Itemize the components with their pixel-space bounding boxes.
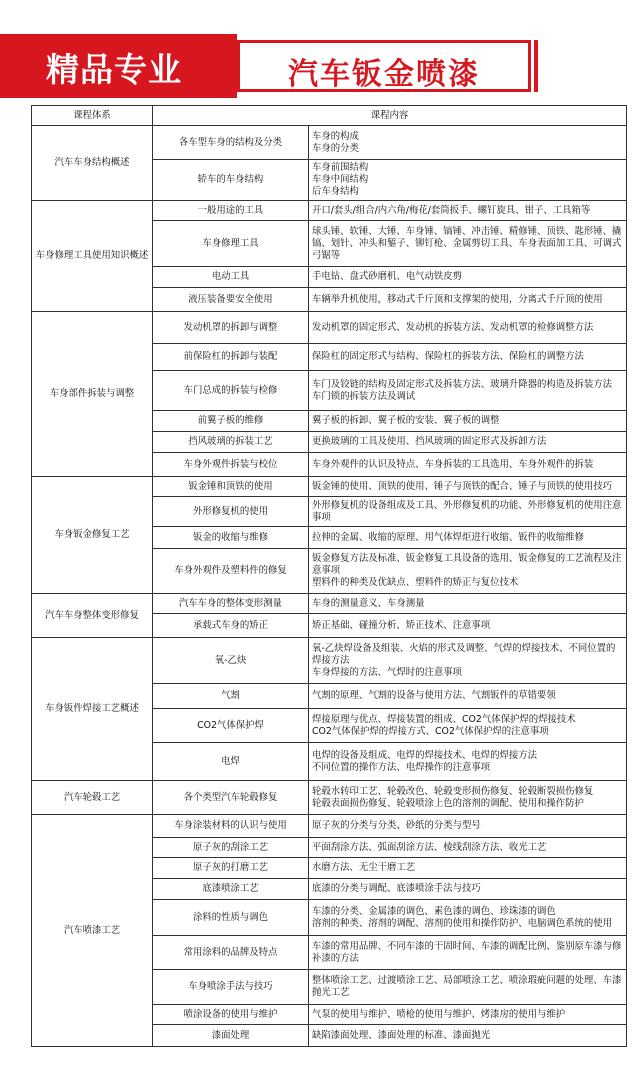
banner-right-block — [237, 40, 531, 92]
content-line: 车身的分类 — [312, 142, 359, 154]
course-content-cell — [309, 497, 627, 527]
course-topic-cell: CO2气体保护焊 — [153, 709, 309, 743]
course-content-cell — [309, 312, 627, 344]
course-system-cell: 车身钣金修复工艺 — [32, 477, 153, 594]
course-topic-cell: 发动机罩的拆卸与调整 — [153, 312, 309, 344]
course-content-cell — [309, 1005, 627, 1025]
table-row — [32, 781, 627, 815]
title-banner — [0, 34, 640, 98]
content-line: 氧-乙炔焊设备及组装、火焰的形式及调整、气焊的焊接技术、不同位置的焊接方法 — [312, 642, 616, 666]
course-topic-cell: 气割 — [153, 684, 309, 709]
course-content-cell — [309, 344, 627, 371]
course-content-cell — [309, 858, 627, 879]
course-topic-cell: 电动工具 — [153, 267, 309, 288]
course-topic-cell: 原子灰的打磨工艺 — [153, 858, 309, 879]
content-line: 保险杠的固定形式与结构、保险杠的拆装方法、保险杠的调整方法 — [312, 351, 584, 362]
course-content-cell — [309, 453, 627, 477]
content-line: 外形修复机的设备组成及工具、外形修复机的功能、外形修复机的使用注意事项 — [312, 499, 622, 523]
content-line: 钣金修复方法及标准、钣金修复工具设备的选用、钣金修复的工艺流程及注意事项 — [312, 553, 622, 576]
content-line: 手电钻、盘式砂磨机、电气动铁皮剪 — [312, 271, 463, 282]
content-line: 球头锤、软锤、大锤、车身锤、镐锤、冲击锤、精修锤、顶铁、匙形锤、撬镐、划针、冲头和錾子、铆钉枪、金属剪切工具、车身表面加工具、可调式弓锯等 — [312, 225, 622, 261]
header-course-content: 课程内容 — [153, 106, 627, 126]
course-topic-cell: 钣金锤和顶铁的使用 — [153, 477, 309, 497]
course-content-cell — [309, 594, 627, 614]
course-content-cell — [309, 371, 627, 411]
course-topic-cell: 车身喷涂手法与技巧 — [153, 970, 309, 1005]
course-table — [31, 105, 627, 1047]
table-row — [32, 594, 627, 614]
content-line: 气泵的使用与维护、喷枪的使用与维护、烤漆房的使用与维护 — [312, 1008, 566, 1020]
course-topic-cell: 汽车车身的整体变形测量 — [153, 594, 309, 614]
course-content-cell — [309, 288, 627, 312]
header-course-system: 课程体系 — [32, 106, 153, 126]
content-line: 车身的测量意义、车身测量 — [312, 597, 425, 609]
course-topic-cell: 电焊 — [153, 743, 309, 781]
course-content-cell — [309, 970, 627, 1005]
banner-right-title: 汽车钣金喷漆 — [288, 57, 480, 92]
content-line: 不同位置的操作方法、电焊操作的注意事项 — [312, 761, 491, 773]
course-topic-cell: 外形修复机的使用 — [153, 497, 309, 527]
content-line: 车身焊接的方法、气焊时的注意事项 — [312, 666, 463, 678]
course-topic-cell: 各车型车身的结构及分类 — [153, 126, 309, 160]
banner-accent-bar — [534, 40, 538, 92]
content-line: 钣金锤的使用、顶铁的使用、锤子与顶铁的配合、锤子与顶铁的使用技巧 — [312, 480, 613, 492]
content-line: 电焊的设备及组成、电焊的焊接技术、电焊的焊接方法 — [312, 749, 538, 761]
course-topic-cell: 轿车的车身结构 — [153, 160, 309, 201]
content-line: 矫正基础、碰撞分析、矫正技术、注意事项 — [312, 619, 491, 631]
content-line: 车门锁的拆装方法及调试 — [312, 390, 416, 402]
course-content-cell — [309, 1025, 627, 1047]
content-line: 车身前围结构 — [312, 162, 369, 173]
content-line: 焊接原理与优点、焊接装置的组成、CO2气体保护焊的焊接技术 — [312, 713, 576, 725]
course-topic-cell: 车身涂装材料的认识与使用 — [153, 815, 309, 838]
course-content-cell — [309, 221, 627, 267]
course-content-cell — [309, 838, 627, 858]
banner-left-block — [0, 34, 237, 98]
course-topic-cell: 原子灰的刮涂工艺 — [153, 838, 309, 858]
course-topic-cell: 常用涂料的品牌及特点 — [153, 936, 309, 970]
content-line: 车身中间结构 — [312, 174, 369, 185]
content-line: 车漆的分类、金属漆的调色、素色漆的调色、珍珠漆的调色 — [312, 905, 556, 917]
course-topic-cell: 车身外观件及塑料件的修复 — [153, 549, 309, 594]
course-topic-cell: 液压装备要安全使用 — [153, 288, 309, 312]
course-system-cell: 汽车车身结构概述 — [32, 126, 153, 201]
content-line: 车门及铰链的结构及固定形式及拆装方法、玻璃升降器的构造及拆装方法 — [312, 378, 613, 390]
course-system-cell: 汽车车身整体变形修复 — [32, 594, 153, 638]
content-line: 翼子板的拆卸、翼子板的安装、翼子板的调整 — [312, 415, 500, 426]
content-line: CO2气体保护焊的焊接方式、CO2气体保护焊的注意事项 — [312, 725, 549, 737]
content-line: 开口/套头/组合/内六角/梅花/套筒扳手、螺钉旋具、钳子、工具箱等 — [312, 204, 591, 216]
course-content-cell — [309, 201, 627, 221]
table-row — [32, 638, 627, 684]
course-content-cell — [309, 879, 627, 900]
content-line: 整体喷涂工艺、过渡喷涂工艺、局部喷涂工艺、喷涂瑕疵问题的处理、车漆抛光工艺 — [312, 975, 622, 998]
table-row — [32, 312, 627, 344]
course-content-cell — [309, 549, 627, 594]
course-content-cell — [309, 477, 627, 497]
content-line: 车辆举升机使用，移动式千斤顶和支撑架的使用，分离式千斤顶的使用 — [312, 293, 603, 305]
content-line: 发动机罩的固定形式、发动机的拆装方法、发动机罩的检修调整方法 — [312, 321, 594, 333]
course-content-cell — [309, 614, 627, 638]
table-row — [32, 201, 627, 221]
course-content-cell — [309, 684, 627, 709]
content-line: 后车身结构 — [312, 186, 359, 197]
content-line: 塑料件的种类及优缺点、塑料件的矫正与复位技术 — [312, 577, 519, 588]
content-line: 车漆的常用品牌、不同车漆的干固时间、车漆的调配比例、鉴别原车漆与修补漆的方法 — [312, 940, 622, 964]
course-topic-cell: 喷涂设备的使用与维护 — [153, 1005, 309, 1025]
course-topic-cell: 前保险杠的拆卸与装配 — [153, 344, 309, 371]
content-line: 轮毂水转印工艺、轮毂改色、轮毂变形损伤修复、轮毂断裂损伤修复 — [312, 785, 594, 797]
course-topic-cell: 承载式车身的矫正 — [153, 614, 309, 638]
course-content-cell — [309, 267, 627, 288]
course-content-cell — [309, 160, 627, 201]
content-line: 拉伸的金属、收缩的原理、用气体焊炬进行收缩、钣件的收缩维修 — [312, 531, 584, 543]
content-line: 平面刮涂方法、弧面刮涂方法、棱线刮涂方法、收光工艺 — [312, 841, 547, 853]
course-system-cell: 车身修理工具使用知识概述 — [32, 201, 153, 312]
content-line: 原子灰的分类与分类、砂纸的分类与型号 — [312, 820, 481, 831]
course-topic-cell: 底漆喷涂工艺 — [153, 879, 309, 900]
course-topic-cell: 车身修理工具 — [153, 221, 309, 267]
course-topic-cell: 车身外观件拆装与校位 — [153, 453, 309, 477]
course-content-cell — [309, 781, 627, 815]
course-content-cell — [309, 411, 627, 432]
course-system-cell: 汽车喷漆工艺 — [32, 815, 153, 1047]
course-content-cell — [309, 900, 627, 936]
content-line: 轮毂表面损伤修复、轮毂喷涂上色的溶剂的调配、使用和操作防护 — [312, 797, 584, 809]
course-topic-cell: 一般用途的工具 — [153, 201, 309, 221]
content-line: 更换玻璃的工具及使用、挡风玻璃的固定形式及拆卸方法 — [312, 436, 547, 447]
course-content-cell — [309, 743, 627, 781]
course-topic-cell: 前翼子板的维修 — [153, 411, 309, 432]
course-content-cell — [309, 527, 627, 549]
course-content-cell — [309, 709, 627, 743]
table-row — [32, 126, 627, 160]
table-row — [32, 815, 627, 838]
course-topic-cell: 涂料的性质与调色 — [153, 900, 309, 936]
content-line: 车身外观件的认识及特点、车身拆装的工具选用、车身外观件的拆装 — [312, 458, 594, 470]
table-row — [32, 477, 627, 497]
course-content-cell — [309, 638, 627, 684]
course-content-cell — [309, 432, 627, 453]
content-line: 缺陷漆面处理、漆面处理的标准、漆面抛光 — [312, 1029, 491, 1041]
course-content-cell — [309, 815, 627, 838]
banner-left-title: 精品专业 — [46, 50, 182, 89]
table-header-row — [32, 106, 627, 126]
content-line: 气割的原理、气割的设备与使用方法、气割钣件的草错要领 — [312, 690, 556, 701]
content-line: 车身的构成 — [312, 130, 359, 142]
course-topic-cell: 挡风玻璃的拆装工艺 — [153, 432, 309, 453]
course-topic-cell: 漆面处理 — [153, 1025, 309, 1047]
course-content-cell — [309, 126, 627, 160]
course-table-body — [32, 126, 627, 1047]
course-system-cell: 车身钣件焊接工艺概述 — [32, 638, 153, 781]
course-topic-cell: 各个类型汽车轮毂修复 — [153, 781, 309, 815]
course-system-cell: 汽车轮毂工艺 — [32, 781, 153, 815]
course-topic-cell: 车门总成的拆装与检修 — [153, 371, 309, 411]
course-content-cell — [309, 936, 627, 970]
course-topic-cell: 氧-乙炔 — [153, 638, 309, 684]
content-line: 溶剂的种类、溶剂的调配、溶剂的使用和操作防护、电脑调色系统的使用 — [312, 917, 613, 929]
content-line: 水磨方法、无尘干磨工艺 — [312, 862, 416, 873]
content-line: 底漆的分类与调配、底漆喷涂手法与技巧 — [312, 883, 481, 894]
course-system-cell: 车身部件拆装与调整 — [32, 312, 153, 477]
course-topic-cell: 钣金的收缩与维修 — [153, 527, 309, 549]
